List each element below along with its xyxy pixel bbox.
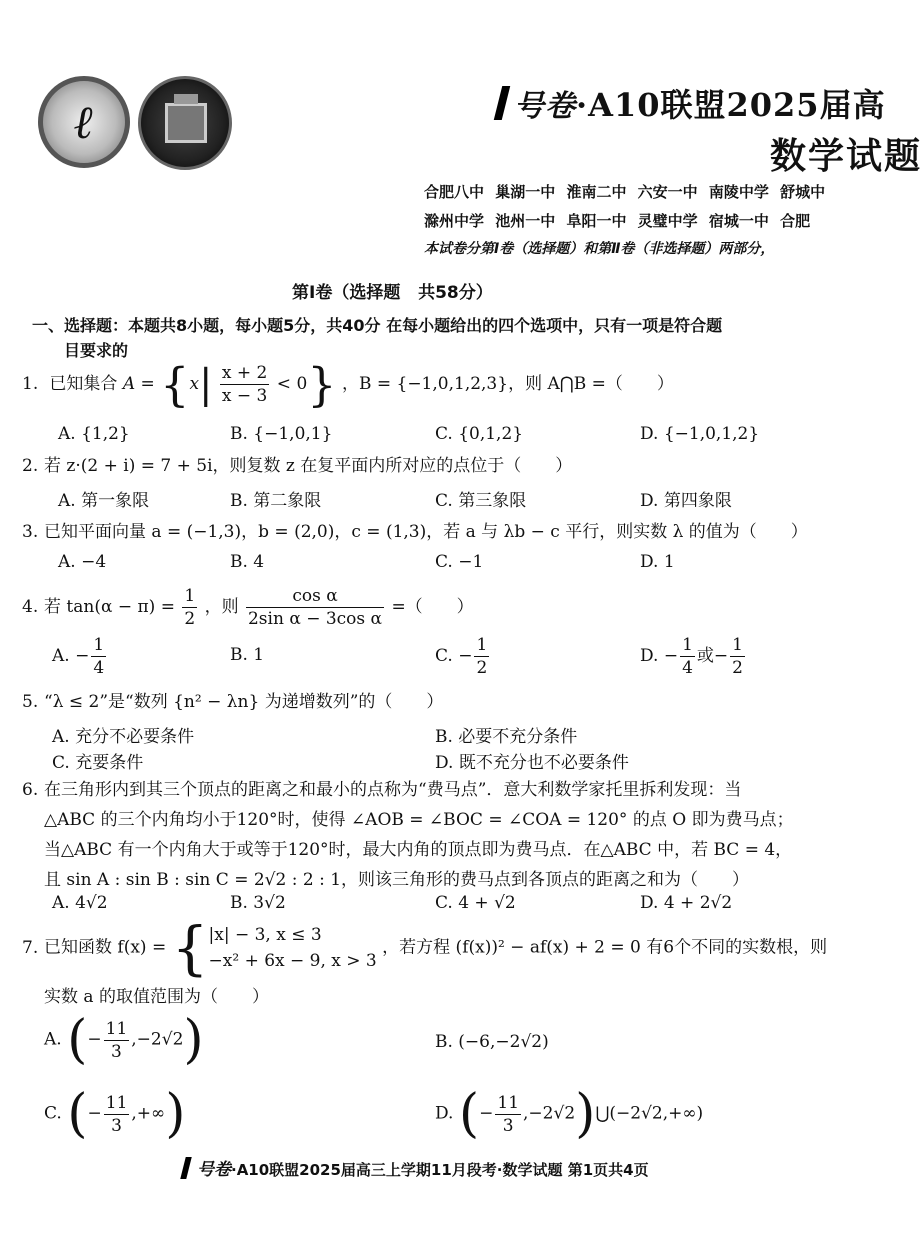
interval-end: ,−2√2: [131, 1029, 184, 1050]
fraction-numerator: x + 2: [221, 363, 268, 383]
question-number: 6.: [22, 780, 39, 800]
exam-note: 本试卷分第Ⅰ卷（选择题）和第Ⅱ卷（非选择题）两部分，: [424, 241, 775, 257]
fraction-half: [182, 585, 197, 630]
sign: −: [479, 1103, 494, 1124]
question-7: [22, 914, 828, 982]
exam-title-text: ·A10联盟2025届高: [576, 86, 886, 124]
fraction-denominator: 2: [184, 609, 196, 629]
q5-option-c: C. 充要条件: [52, 753, 144, 773]
question-7-line-2: 实数 a 的取值范围为（ ）: [44, 987, 269, 1007]
q2-option-c: C. 第三象限: [435, 491, 527, 511]
fraction: [104, 1018, 130, 1063]
q1-option-a: A. {1,2}: [58, 424, 130, 444]
brand-name: 号卷: [514, 89, 576, 124]
q3-option-c: C. −1: [435, 552, 484, 572]
footer-brand: 号卷: [197, 1160, 231, 1180]
question-text-tail: ，B = {−1,0,1,2,3}，则 A⋂B =（ ）: [341, 374, 674, 394]
q6-option-d: D. 4 + 2√2: [640, 893, 733, 913]
fraction: [104, 1092, 130, 1137]
question-text: 若 tan(α − π) =: [44, 597, 175, 617]
fraction-expression: [246, 585, 384, 630]
question-number: 2.: [22, 456, 39, 476]
question-text: 已知函数 f(x) =: [44, 937, 167, 958]
question-2: [22, 454, 572, 478]
question-text-tail: =（ ）: [391, 597, 474, 617]
interval-tail: (−2√2,+∞): [609, 1103, 704, 1124]
sign: −: [87, 1029, 102, 1050]
q7-option-b: B. (−6,−2√2): [435, 1032, 549, 1052]
fraction: [680, 634, 695, 679]
page-footer: [183, 1155, 649, 1180]
brand-mark-icon: [180, 1157, 191, 1179]
fraction-numerator: 1: [184, 586, 196, 606]
question-number: 3.: [22, 522, 39, 542]
question-text-mid: ，则: [204, 597, 239, 617]
question-number: 7.: [22, 937, 39, 958]
q6-option-a: A. 4√2: [52, 893, 108, 913]
fraction-numerator: 1: [93, 635, 105, 655]
seal-mark-icon: ℓ: [74, 95, 94, 149]
brand-mark-icon: [494, 86, 510, 120]
question-text: “λ ≤ 2”是“数列 {n² − λn} 为递增数列”的（ ）: [44, 692, 444, 712]
paren-left: (: [67, 1010, 88, 1070]
question-1: [22, 357, 674, 412]
set-divider: |: [199, 361, 213, 408]
question-6: [22, 775, 802, 895]
fraction-numerator: 1: [732, 635, 743, 655]
q1-option-c: C. {0,1,2}: [435, 424, 524, 444]
piecewise-cases: [209, 922, 377, 974]
question-text-tail: ，若方程 (f(x))² − af(x) + 2 = 0 有6个不同的实数根，则: [382, 937, 828, 958]
q3-option-d: D. 1: [640, 552, 675, 572]
interval-end: ,+∞: [131, 1103, 166, 1124]
q4-option-b: B. 1: [230, 645, 265, 665]
option-label: C. −: [435, 646, 473, 666]
paren-left: (: [458, 1084, 480, 1144]
q4-option-c: [435, 634, 491, 679]
fraction: [474, 634, 489, 679]
paren-right: ): [183, 1010, 204, 1070]
q2-option-d: D. 第四象限: [640, 491, 732, 511]
paren-right: ): [165, 1084, 186, 1144]
q6-option-c: C. 4 + √2: [435, 893, 516, 913]
instruction-line-1: 一、选择题：本题共8小题，每小题5分，共40分 在每小题给出的四个选项中，只有一项是符合题: [32, 316, 723, 335]
question-number: 4.: [22, 597, 39, 617]
fraction-denominator: 3: [111, 1041, 122, 1062]
option-label: D.: [435, 1103, 454, 1124]
exam-subtitle: 数学试题: [770, 135, 922, 177]
piecewise-brace: {: [171, 914, 209, 982]
equals-sign: =: [140, 374, 155, 394]
q3-option-a: A. −4: [58, 552, 107, 572]
fraction: [730, 634, 745, 679]
fraction: [91, 634, 106, 679]
fraction-denominator: 4: [682, 658, 693, 678]
instruction-line-2: 目要求的: [64, 341, 129, 360]
fraction-numerator: 11: [105, 1018, 128, 1039]
fraction-denominator: 4: [93, 658, 105, 678]
paren-left: (: [67, 1084, 88, 1144]
fraction: [495, 1092, 521, 1137]
fraction-numerator: 11: [105, 1092, 128, 1113]
fraction-numerator: 1: [682, 635, 693, 655]
q7-option-d: [435, 1084, 703, 1144]
option-label: C.: [44, 1103, 62, 1124]
q4-option-a: [52, 634, 108, 679]
q1-option-d: D. {−1,0,1,2}: [640, 424, 760, 444]
question-number: 1.: [22, 374, 39, 394]
question-text: 已知平面向量 a = (−1,3)，b = (2,0)，c = (1,3)，若 a 与 λb − c 平行，则实数 λ 的值为（ ）: [44, 522, 808, 542]
fraction-denominator: 2sin α − 3cos α: [247, 609, 383, 629]
q6-option-b: B. 3√2: [230, 893, 286, 913]
question-text: 在三角形内到其三个顶点的距离之和最小的点称为“费马点”．意大利数学家托里拆利发现：当: [44, 780, 742, 800]
brace-right: }: [307, 357, 337, 412]
question-3: [22, 520, 808, 544]
school-list-line-1: 合肥八中 巢湖一中 淮南二中 六安一中 南陵中学 舒城中: [424, 183, 826, 201]
building-icon: [165, 103, 207, 143]
fraction-numerator: cos α: [246, 585, 384, 608]
set-variable: x: [189, 374, 200, 394]
brace-left: {: [160, 357, 190, 412]
fraction-denominator: 3: [502, 1115, 514, 1136]
option-label: D. −: [640, 646, 679, 666]
q3-option-b: B. 4: [230, 552, 265, 572]
question-text: 若 z·(2 + i) = 7 + 5i，则复数 z 在复平面内所对应的点位于（ ）: [44, 456, 573, 476]
q7-option-a: [44, 1010, 204, 1070]
q1-option-b: B. {−1,0,1}: [230, 424, 333, 444]
question-line-1: [22, 775, 802, 805]
school-list-line-2: 滁州中学 池州一中 阜阳一中 灵璧中学 宿城一中 合肥: [424, 212, 811, 230]
fraction-denominator: 2: [476, 658, 488, 678]
question-line-2: △ABC 的三个内角均小于120°时，使得 ∠AOB = ∠BOC = ∠COA = 120° 的点 O 即为费马点；: [44, 810, 794, 830]
section-instruction: [32, 313, 832, 363]
option-label: A. −: [52, 646, 90, 666]
fraction-denominator: x − 3: [221, 386, 268, 406]
q2-option-b: B. 第二象限: [230, 491, 322, 511]
footer-text: ·A10联盟2025届高三上学期11月段考·数学试题 第1页共4页: [231, 1161, 649, 1179]
q4-option-d: [640, 634, 747, 679]
q7-option-c: [44, 1084, 186, 1144]
question-4: [22, 585, 474, 630]
q5-option-a: A. 充分不必要条件: [52, 727, 195, 747]
set-name: A: [122, 374, 136, 394]
fraction-numerator: 1: [476, 635, 488, 655]
question-number: 5.: [22, 692, 39, 712]
q5-option-b: B. 必要不充分条件: [435, 727, 578, 747]
school-seal-logo: [38, 76, 130, 168]
case-1: |x| − 3, x ≤ 3: [208, 925, 322, 945]
section-title: 第Ⅰ卷（选择题 共58分）: [292, 283, 493, 303]
q5-option-d: D. 既不充分也不必要条件: [435, 753, 629, 773]
sign: −: [87, 1103, 102, 1124]
option-label: A.: [44, 1029, 62, 1050]
inequality: < 0: [276, 374, 308, 394]
question-text: 已知集合: [49, 374, 118, 394]
fraction-denominator: 3: [111, 1115, 122, 1136]
fraction: [220, 362, 269, 407]
union-sign: ⋃: [595, 1103, 610, 1124]
case-2: −x² + 6x − 9, x > 3: [208, 951, 377, 971]
question-5: [22, 690, 443, 714]
q2-option-a: A. 第一象限: [58, 491, 150, 511]
question-line-3: 当△ABC 有一个内角大于或等于120°时，最大内角的顶点即为费马点．在△ABC 中，若 BC = 4，: [44, 840, 793, 860]
exam-title: [498, 80, 886, 126]
fraction-numerator: 11: [497, 1092, 520, 1113]
paren-right: ): [575, 1084, 596, 1144]
school-emblem-logo: [138, 76, 232, 170]
fraction-denominator: 2: [732, 658, 743, 678]
option-connector: 或−: [696, 646, 729, 666]
interval-end: ,−2√2: [523, 1103, 576, 1124]
question-line-4: 且 sin A : sin B : sin C = 2√2 : 2 : 1，则该三角形的费马点到各顶点的距离之和为（ ）: [44, 870, 750, 890]
